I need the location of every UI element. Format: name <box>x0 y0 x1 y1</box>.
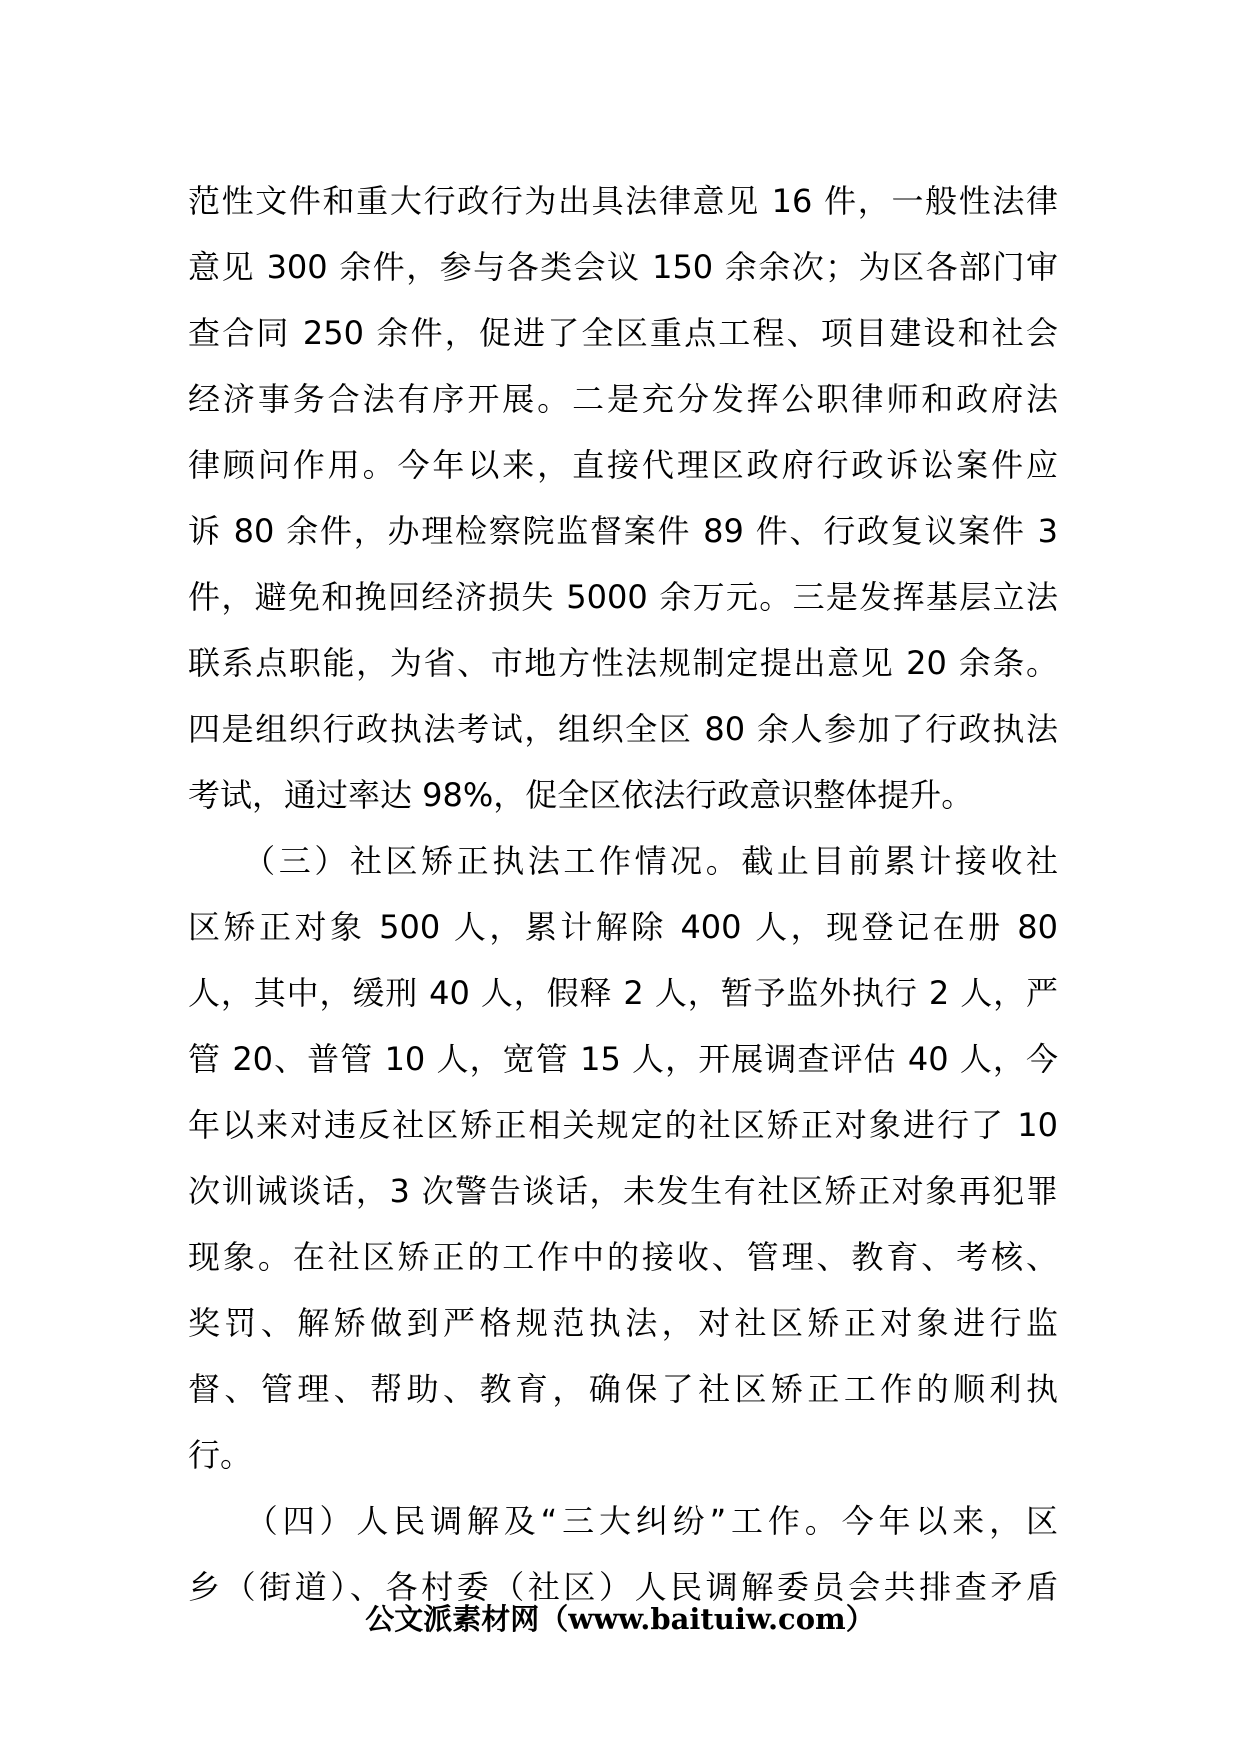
text-line: 经济事务合法有序开展。二是充分发挥公职律师和政府法 <box>188 380 1058 418</box>
text-line: 查合同 250 余件，促进了全区重点工程、项目建设和社会 <box>188 314 1058 352</box>
text-line: 范性文件和重大行政行为出具法律意见 16 件，一般性法律 <box>188 182 1058 220</box>
section-heading-line: （四）人民调解及“三大纠纷”工作。今年以来，区 <box>188 1502 1058 1540</box>
text-line: 件，避免和挽回经济损失 5000 余万元。三是发挥基层立法 <box>188 578 1058 616</box>
section-heading-line: （三）社区矫正执法工作情况。截止目前累计接收社 <box>188 842 1058 880</box>
text-line: 奖罚、解矫做到严格规范执法，对社区矫正对象进行监 <box>188 1304 1058 1342</box>
text-line: 现象。在社区矫正的工作中的接收、管理、教育、考核、 <box>188 1238 1058 1276</box>
body-text <box>188 168 1058 1620</box>
text-line: 区矫正对象 500 人，累计解除 400 人，现登记在册 80 <box>188 908 1058 946</box>
text-line: 次训诫谈话，3 次警告谈话，未发生有社区矫正对象再犯罪 <box>188 1172 1058 1210</box>
paragraph-end-line: 考试，通过率达 98%，促全区依法行政意识整体提升。 <box>188 776 974 814</box>
text-line: 联系点职能，为省、市地方性法规制定提出意见 20 余条。 <box>188 644 1058 682</box>
text-line: 意见 300 余件，参与各类会议 150 余余次；为区各部门审 <box>188 248 1058 286</box>
footer-watermark: 公文派素材网（www.baituiw.com） <box>365 1602 875 1636</box>
text-line: 督、管理、帮助、教育，确保了社区矫正工作的顺利执 <box>188 1370 1058 1408</box>
text-line: 律顾问作用。今年以来，直接代理区政府行政诉讼案件应 <box>188 446 1058 484</box>
text-line: 人，其中，缓刑 40 人，假释 2 人，暂予监外执行 2 人，严 <box>188 974 1058 1012</box>
paragraph-end-line: 行。 <box>188 1436 253 1474</box>
text-line: 乡（街道）、各村委（社区）人民调解委员会共排查矛盾 <box>188 1568 1058 1606</box>
text-line: 管 20、普管 10 人，宽管 15 人，开展调查评估 40 人，今 <box>188 1040 1058 1078</box>
text-line: 年以来对违反社区矫正相关规定的社区矫正对象进行了 10 <box>188 1106 1058 1144</box>
text-line: 诉 80 余件，办理检察院监督案件 89 件、行政复议案件 3 <box>188 512 1058 550</box>
text-line: 四是组织行政执法考试，组织全区 80 余人参加了行政执法 <box>188 710 1058 748</box>
